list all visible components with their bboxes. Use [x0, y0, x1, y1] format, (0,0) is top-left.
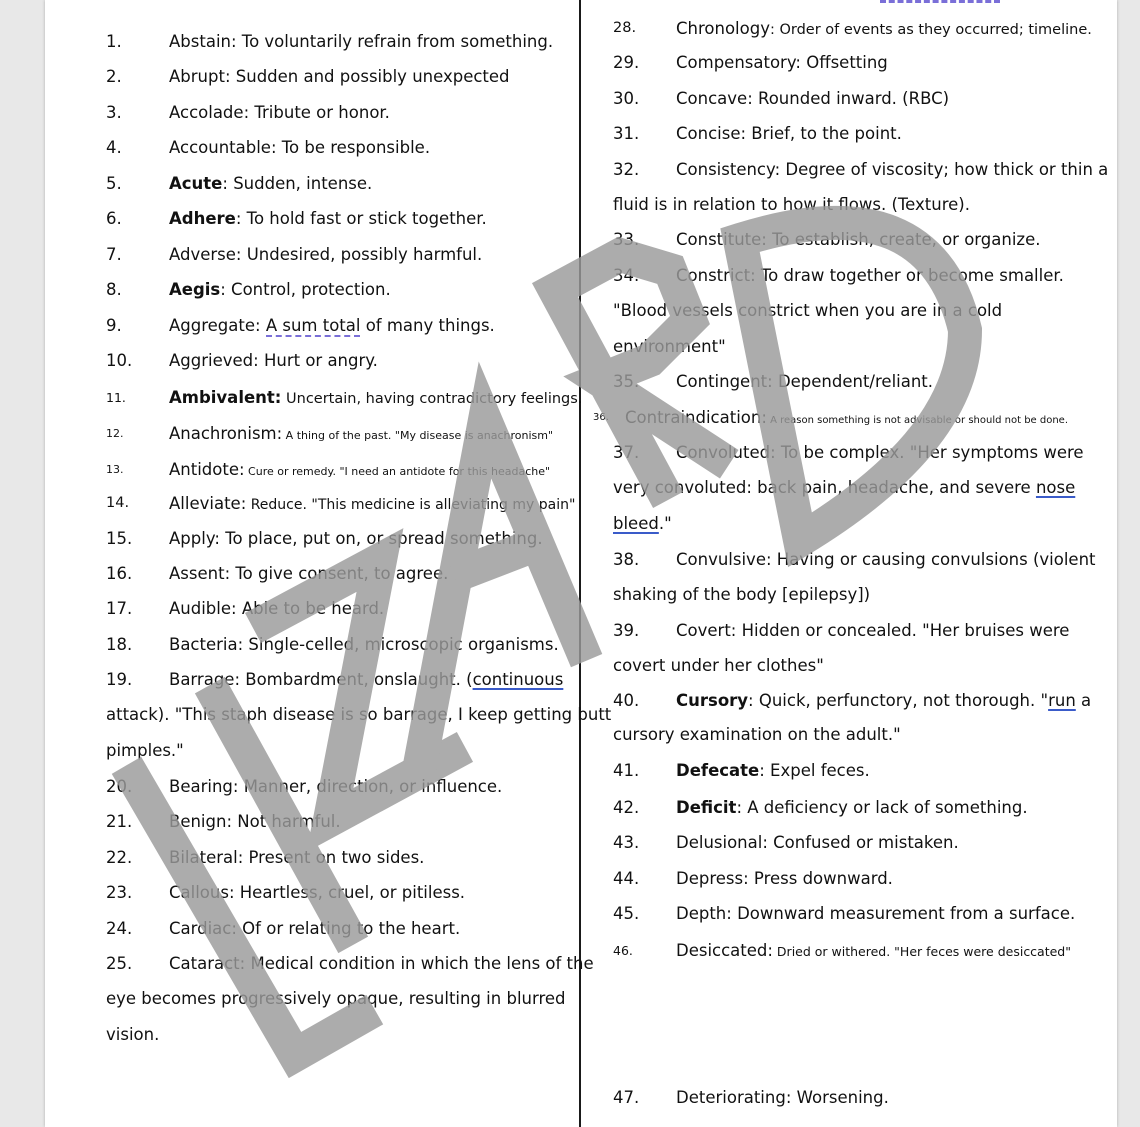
list-item-continuation: shaking of the body [epilepsy]): [613, 585, 871, 604]
list-item-continuation: environment": [613, 337, 726, 356]
list-item-continuation: fluid is in relation to how it flows. (Texture).: [613, 195, 970, 214]
list-item-continuation: cursory examination on the adult.": [613, 725, 901, 744]
list-item-continuation: pimples.": [106, 741, 184, 760]
list-item-continuation: eye becomes progressively opaque, resulting in blurred: [106, 989, 566, 1008]
list-item-continuation: vision.: [106, 1025, 160, 1044]
spellcheck-underline: [880, 0, 1000, 3]
list-item-continuation: bleed.": [613, 514, 672, 533]
list-item-continuation: covert under her clothes": [613, 656, 824, 675]
list-item-continuation: very convoluted: back pain, headache, and severe nose: [613, 478, 1076, 497]
list-item-continuation: attack). "This staph disease is so barrage, I keep getting butt: [106, 705, 612, 724]
list-item-continuation: "Blood vessels constrict when you are in a cold: [613, 301, 1003, 320]
